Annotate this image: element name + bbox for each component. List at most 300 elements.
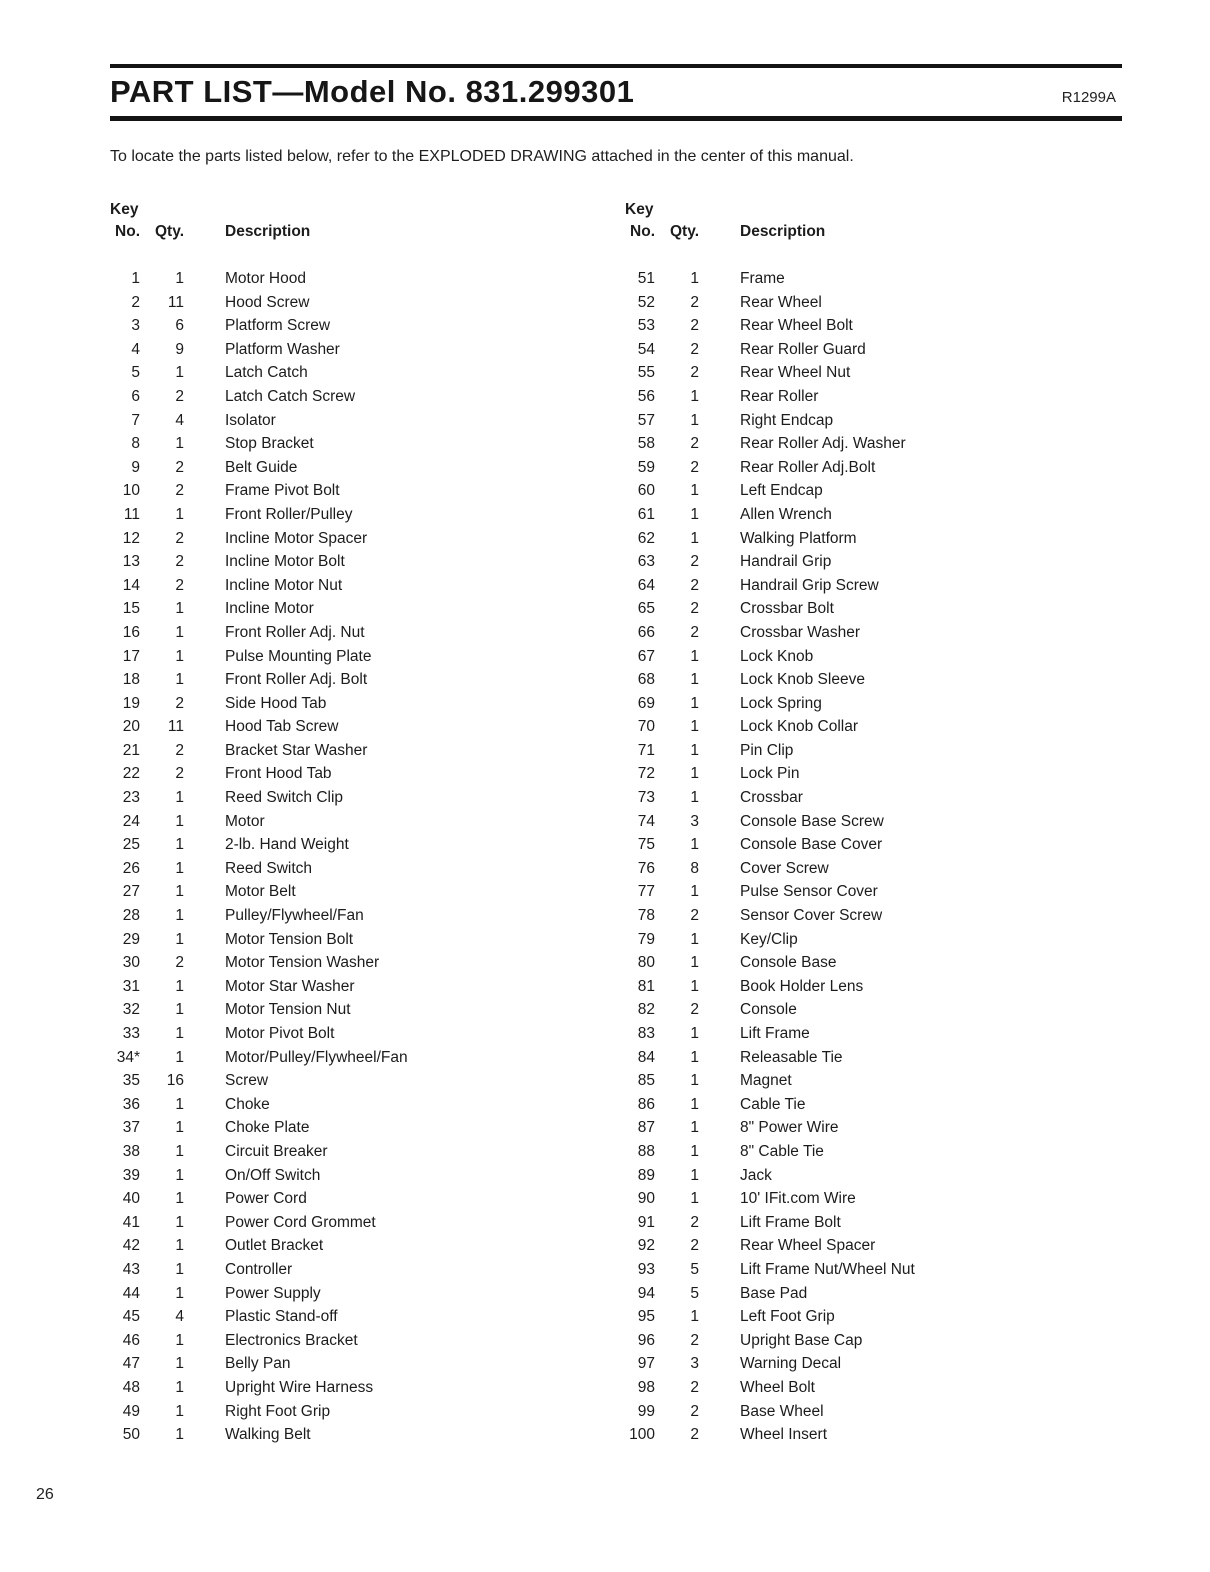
part-key-no: 38 (122, 1142, 140, 1160)
part-qty: 1 (175, 812, 184, 830)
part-qty: 1 (175, 1213, 184, 1231)
part-row (625, 456, 1122, 480)
part-key-no: 51 (637, 270, 655, 287)
part-description: Console Base Cover (740, 836, 883, 854)
part-description: Wheel Bolt (740, 1378, 815, 1396)
part-key-no: 69 (637, 694, 655, 712)
part-row (625, 338, 1122, 362)
part-description: Belt Guide (225, 458, 298, 476)
part-row (625, 597, 1122, 621)
part-key-no: 9 (131, 458, 140, 476)
part-qty: 2 (690, 293, 699, 311)
part-key-no: 4 (131, 340, 140, 358)
part-qty: 1 (690, 741, 699, 759)
part-description: Cover Screw (740, 859, 829, 877)
part-description: Incline Motor Bolt (225, 553, 345, 571)
part-qty: 1 (175, 1331, 184, 1349)
part-qty: 1 (175, 907, 184, 925)
column-header-left (110, 199, 607, 243)
part-description: Incline Motor (225, 600, 314, 618)
part-qty: 2 (690, 458, 699, 476)
part-description: Side Hood Tab (225, 694, 327, 712)
part-description: Hood Screw (225, 293, 310, 311)
part-row (110, 1093, 607, 1117)
part-row (110, 338, 607, 362)
part-row (110, 456, 607, 480)
part-description: Upright Wire Harness (225, 1378, 374, 1396)
part-row (110, 833, 607, 857)
part-key-no: 98 (637, 1378, 655, 1396)
part-key-no: 74 (637, 812, 655, 830)
part-row (625, 975, 1122, 999)
part-description: Walking Platform (740, 529, 857, 547)
part-qty: 1 (690, 765, 699, 783)
part-description: Reed Switch (225, 859, 313, 877)
part-row (110, 597, 607, 621)
part-description: Crossbar (740, 789, 803, 807)
part-row (110, 550, 607, 574)
part-row (110, 645, 607, 669)
part-row (625, 1116, 1122, 1140)
part-qty: 1 (175, 1142, 184, 1160)
part-description: Console (740, 1001, 797, 1019)
part-qty: 5 (690, 1260, 699, 1278)
parts-column-left (110, 199, 607, 1447)
part-description: Lift Frame Bolt (740, 1213, 841, 1231)
part-qty: 1 (175, 977, 184, 995)
part-qty: 1 (175, 789, 184, 807)
part-qty: 2 (690, 1426, 699, 1444)
part-description: Lift Frame Nut/Wheel Nut (740, 1260, 915, 1278)
part-key-no: 29 (122, 930, 140, 948)
header-description: Description (225, 223, 311, 240)
part-description: Book Holder Lens (740, 977, 864, 995)
part-description: Belly Pan (225, 1355, 291, 1373)
part-qty: 1 (175, 1355, 184, 1373)
part-qty: 1 (175, 1190, 184, 1208)
part-description: 10' IFit.com Wire (740, 1190, 856, 1208)
part-row (625, 1187, 1122, 1211)
part-qty: 2 (690, 623, 699, 641)
part-qty: 1 (690, 529, 699, 547)
part-description: Walking Belt (225, 1426, 311, 1444)
part-key-no: 85 (637, 1072, 655, 1090)
part-description: Controller (225, 1260, 293, 1278)
part-row (625, 880, 1122, 904)
parts-columns (110, 199, 1122, 1447)
part-description: Isolator (225, 411, 276, 429)
part-description: Motor Tension Bolt (225, 930, 354, 948)
part-description: Right Endcap (740, 411, 834, 429)
part-qty: 1 (690, 1142, 699, 1160)
part-qty: 1 (690, 836, 699, 854)
part-description: Upright Base Cap (740, 1331, 863, 1349)
part-description: Power Supply (225, 1284, 321, 1302)
part-qty: 1 (175, 1095, 184, 1113)
part-row (110, 1069, 607, 1093)
part-description: Rear Wheel Bolt (740, 317, 853, 335)
part-row (110, 385, 607, 409)
part-description: 8" Cable Tie (740, 1142, 824, 1160)
part-key-no: 50 (122, 1426, 140, 1444)
part-qty: 1 (690, 1048, 699, 1066)
part-row (625, 951, 1122, 975)
part-key-no: 49 (122, 1402, 140, 1420)
part-qty: 1 (175, 435, 184, 453)
part-key-no: 56 (637, 387, 655, 405)
part-key-no: 18 (122, 671, 140, 689)
part-row (625, 503, 1122, 527)
part-key-no: 33 (122, 1025, 140, 1042)
part-key-no: 2 (131, 293, 140, 311)
part-description: Base Pad (740, 1284, 808, 1302)
part-qty: 1 (175, 671, 184, 689)
part-description: Magnet (740, 1072, 792, 1090)
header-key: Key (625, 201, 654, 218)
header-no: No. (115, 223, 140, 240)
part-key-no: 12 (122, 529, 140, 547)
part-key-no: 13 (122, 553, 140, 571)
title-underline-rule (110, 116, 1122, 121)
part-description: Platform Screw (225, 317, 331, 335)
part-row (110, 361, 607, 385)
part-key-no: 87 (637, 1119, 655, 1137)
part-description: Releasable Tie (740, 1048, 843, 1066)
part-row (110, 1258, 607, 1282)
part-key-no: 42 (122, 1237, 140, 1255)
part-qty: 1 (690, 718, 699, 736)
part-qty: 2 (175, 765, 184, 783)
part-description: Left Foot Grip (740, 1308, 835, 1326)
part-key-no: 10 (122, 482, 140, 500)
part-row (110, 928, 607, 952)
part-key-no: 86 (637, 1095, 655, 1113)
part-row (110, 1046, 607, 1070)
part-qty: 16 (166, 1072, 184, 1090)
part-qty: 2 (690, 317, 699, 335)
part-qty: 1 (690, 789, 699, 807)
part-row (110, 951, 607, 975)
part-row (110, 291, 607, 315)
part-qty: 2 (690, 1001, 699, 1019)
part-qty: 2 (175, 387, 184, 405)
part-qty: 2 (690, 907, 699, 925)
revision-code: R1299A (1061, 89, 1116, 106)
part-description: Front Roller Adj. Bolt (225, 671, 368, 689)
part-description: Wheel Insert (740, 1426, 828, 1444)
part-description: Key/Clip (740, 930, 798, 948)
part-description: Motor/Pulley/Flywheel/Fan (225, 1048, 408, 1066)
part-qty: 1 (175, 930, 184, 948)
part-row (110, 1282, 607, 1306)
part-qty: 2 (690, 1378, 699, 1396)
part-description: Lock Pin (740, 765, 800, 783)
part-key-no: 15 (122, 600, 140, 618)
part-qty: 1 (175, 859, 184, 877)
part-qty: 1 (175, 1260, 184, 1278)
part-row (625, 1282, 1122, 1306)
part-key-no: 81 (637, 977, 655, 995)
part-description: Latch Catch (225, 364, 308, 382)
part-key-no: 91 (637, 1213, 655, 1231)
part-row (625, 527, 1122, 551)
part-description: Front Hood Tab (225, 765, 332, 783)
part-key-no: 14 (122, 576, 140, 594)
part-description: Motor Tension Nut (225, 1001, 351, 1019)
part-qty: 3 (690, 812, 699, 830)
part-qty: 1 (175, 1378, 184, 1396)
part-qty: 1 (175, 647, 184, 665)
part-key-no: 96 (637, 1331, 655, 1349)
part-key-no: 93 (637, 1260, 655, 1278)
part-row (625, 1164, 1122, 1188)
part-key-no: 60 (637, 482, 655, 500)
part-row (110, 1423, 607, 1447)
part-qty: 11 (167, 718, 184, 736)
part-qty: 1 (175, 1001, 184, 1019)
part-key-no: 45 (122, 1308, 140, 1326)
part-qty: 1 (175, 623, 184, 641)
part-row (625, 762, 1122, 786)
part-row (625, 1046, 1122, 1070)
part-description: Front Roller/Pulley (225, 505, 353, 523)
part-description: Crossbar Washer (740, 623, 861, 641)
part-key-no: 11 (123, 505, 140, 523)
part-description: Rear Roller Adj.Bolt (740, 458, 876, 476)
header-key: Key (110, 201, 139, 218)
part-description: Power Cord (225, 1190, 307, 1208)
part-qty: 2 (175, 741, 184, 759)
part-row (110, 1376, 607, 1400)
part-row (625, 833, 1122, 857)
part-row (110, 692, 607, 716)
part-row (625, 810, 1122, 834)
part-qty: 1 (690, 1308, 699, 1326)
part-description: Bracket Star Washer (225, 741, 368, 759)
part-key-no: 65 (637, 600, 655, 618)
part-key-no: 72 (637, 765, 655, 783)
part-qty: 1 (175, 836, 184, 854)
part-key-no: 20 (122, 718, 140, 736)
part-key-no: 84 (637, 1048, 655, 1066)
part-key-no: 88 (637, 1142, 655, 1160)
part-key-no: 76 (637, 859, 655, 877)
part-qty: 11 (167, 293, 184, 311)
column-header-right (625, 199, 1122, 243)
part-key-no: 1 (131, 270, 140, 287)
part-row (110, 267, 607, 291)
part-key-no: 57 (637, 411, 655, 429)
part-key-no: 71 (637, 741, 655, 759)
part-description: Platform Washer (225, 340, 340, 358)
parts-rows-left (110, 267, 607, 1447)
part-row (110, 975, 607, 999)
part-key-no: 21 (122, 741, 140, 759)
part-key-no: 37 (122, 1119, 140, 1137)
part-description: Rear Wheel Nut (740, 364, 851, 382)
part-key-no: 83 (637, 1025, 655, 1042)
part-key-no: 44 (122, 1284, 140, 1302)
part-description: Hood Tab Screw (225, 718, 339, 736)
part-description: Motor Pivot Bolt (225, 1025, 335, 1042)
part-row (625, 715, 1122, 739)
part-description: Motor Hood (225, 270, 306, 287)
part-row (110, 1140, 607, 1164)
part-qty: 1 (175, 364, 184, 382)
part-row (625, 1022, 1122, 1046)
part-description: Outlet Bracket (225, 1237, 324, 1255)
part-qty: 2 (175, 576, 184, 594)
part-key-no: 53 (637, 317, 655, 335)
part-key-no: 22 (122, 765, 140, 783)
part-qty: 2 (690, 600, 699, 618)
part-row (625, 857, 1122, 881)
part-key-no: 25 (122, 836, 140, 854)
page-title: PART LIST—Model No. 831.299301 (110, 74, 635, 109)
part-key-no: 41 (122, 1213, 140, 1231)
part-key-no: 43 (122, 1260, 140, 1278)
part-key-no: 78 (637, 907, 655, 925)
part-row (625, 1329, 1122, 1353)
part-row (110, 1211, 607, 1235)
part-qty: 2 (690, 340, 699, 358)
part-key-no: 52 (637, 293, 655, 311)
part-row (625, 645, 1122, 669)
part-description: Jack (740, 1166, 772, 1184)
part-qty: 2 (690, 1402, 699, 1420)
part-row (110, 314, 607, 338)
part-row (110, 762, 607, 786)
part-description: Lock Knob (740, 647, 814, 665)
part-qty: 2 (690, 1331, 699, 1349)
part-row (110, 810, 607, 834)
part-key-no: 64 (637, 576, 655, 594)
part-qty: 1 (175, 883, 184, 901)
part-qty: 1 (175, 600, 184, 618)
header-no: No. (630, 223, 655, 240)
part-key-no: 7 (131, 411, 140, 429)
part-qty: 1 (690, 1119, 699, 1137)
part-row (625, 739, 1122, 763)
part-key-no: 27 (122, 883, 140, 901)
part-row (625, 314, 1122, 338)
part-description: Base Wheel (740, 1402, 824, 1420)
part-key-no: 97 (637, 1355, 655, 1373)
part-description: Incline Motor Spacer (225, 529, 368, 547)
part-description: Lock Spring (740, 694, 822, 712)
part-row (625, 385, 1122, 409)
part-description: Handrail Grip (740, 553, 832, 571)
part-qty: 1 (690, 270, 699, 287)
part-row (110, 621, 607, 645)
part-row (110, 503, 607, 527)
header-description: Description (740, 223, 826, 240)
part-description: Screw (225, 1072, 269, 1090)
part-key-no: 70 (637, 718, 655, 736)
part-key-no: 92 (637, 1237, 655, 1255)
part-qty: 1 (175, 1048, 184, 1066)
part-key-no: 73 (637, 789, 655, 807)
part-key-no: 34* (116, 1048, 140, 1066)
part-description: Rear Roller Guard (740, 340, 866, 358)
part-description: Electronics Bracket (225, 1331, 358, 1349)
part-row (110, 880, 607, 904)
part-qty: 1 (690, 1072, 699, 1090)
part-description: Pulley/Flywheel/Fan (225, 907, 364, 925)
part-qty: 2 (690, 364, 699, 382)
part-description: Lift Frame (740, 1025, 810, 1042)
part-row (625, 1093, 1122, 1117)
part-qty: 1 (175, 1166, 184, 1184)
part-row (625, 1305, 1122, 1329)
part-description: Lock Knob Collar (740, 718, 859, 736)
part-qty: 8 (690, 859, 699, 877)
part-row (110, 574, 607, 598)
part-row (625, 432, 1122, 456)
part-row (625, 574, 1122, 598)
part-row (625, 1140, 1122, 1164)
part-qty: 1 (690, 671, 699, 689)
part-row (625, 479, 1122, 503)
part-key-no: 77 (637, 883, 655, 901)
part-qty: 1 (690, 1025, 699, 1042)
part-row (625, 361, 1122, 385)
part-row (110, 1022, 607, 1046)
part-key-no: 100 (629, 1426, 655, 1444)
part-row (110, 786, 607, 810)
part-qty: 1 (690, 954, 699, 972)
part-description: Front Roller Adj. Nut (225, 623, 365, 641)
part-row (110, 998, 607, 1022)
part-description: Warning Decal (740, 1355, 842, 1373)
header-qty: Qty. (155, 223, 184, 240)
part-description: Frame Pivot Bolt (225, 482, 340, 500)
part-row (110, 1400, 607, 1424)
part-key-no: 19 (122, 694, 140, 712)
part-row (110, 527, 607, 551)
part-row (625, 550, 1122, 574)
part-key-no: 35 (122, 1072, 140, 1090)
part-qty: 1 (690, 1166, 699, 1184)
part-description: Cable Tie (740, 1095, 806, 1113)
part-key-no: 95 (637, 1308, 655, 1326)
part-description: Console Base (740, 954, 837, 972)
part-qty: 1 (175, 1237, 184, 1255)
part-key-no: 99 (637, 1402, 655, 1420)
part-row (625, 786, 1122, 810)
part-description: Rear Wheel Spacer (740, 1237, 876, 1255)
part-key-no: 79 (637, 930, 655, 948)
part-row (625, 621, 1122, 645)
part-row (625, 668, 1122, 692)
part-key-no: 75 (637, 836, 655, 854)
part-key-no: 90 (637, 1190, 655, 1208)
part-description: Rear Wheel (740, 293, 822, 311)
part-row (110, 1116, 607, 1140)
part-key-no: 55 (637, 364, 655, 382)
part-key-no: 94 (637, 1284, 655, 1302)
part-key-no: 31 (122, 977, 140, 995)
part-key-no: 68 (637, 671, 655, 689)
parts-rows-right (625, 267, 1122, 1447)
part-qty: 1 (690, 411, 699, 429)
part-row (625, 692, 1122, 716)
part-qty: 3 (690, 1355, 699, 1373)
part-key-no: 46 (122, 1331, 140, 1349)
part-key-no: 40 (122, 1190, 140, 1208)
header-qty: Qty. (670, 223, 699, 240)
part-description: Motor Belt (225, 883, 296, 901)
